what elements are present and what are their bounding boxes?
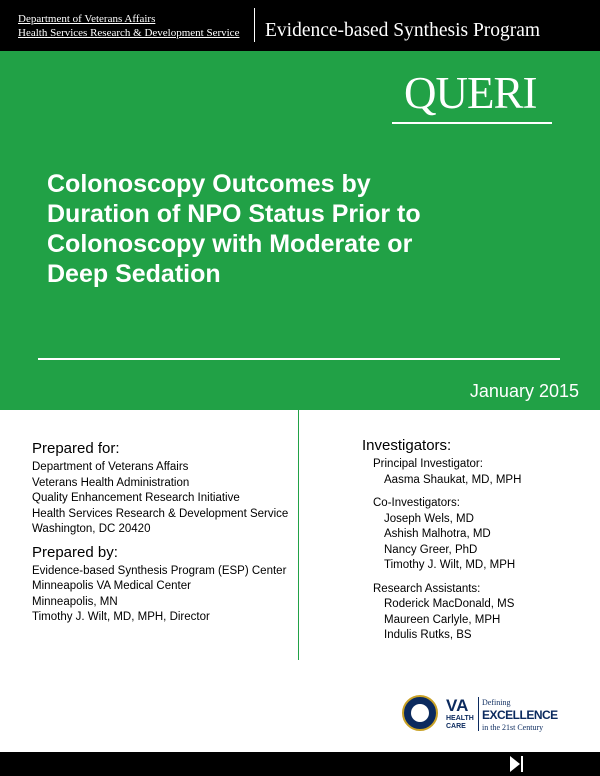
prepared-by-line: Evidence-based Synthesis Program (ESP) Center	[32, 564, 287, 577]
prepared-for-line: Department of Veterans Affairs	[32, 461, 189, 473]
prepared-for-line: Washington, DC 20420	[32, 523, 151, 535]
queri-underline	[392, 122, 552, 124]
research-assistants-label: Research Assistants:	[373, 582, 481, 595]
va-healthcare-logo	[402, 695, 557, 737]
co-investigator-name: Timothy J. Wilt, MD, MPH	[384, 559, 516, 571]
next-page-icon-bar	[521, 756, 523, 772]
prepared-for-line: Quality Enhancement Research Initiative	[32, 492, 240, 504]
prepared-for-heading: Prepared for:	[32, 440, 120, 457]
prepared-by-line: Timothy J. Wilt, MD, MPH, Director	[32, 611, 210, 623]
prepared-by-line: Minneapolis VA Medical Center	[32, 580, 191, 592]
care-text: CARE	[446, 723, 466, 730]
tagline-excellence: EXCELLENCE	[482, 708, 558, 722]
column-divider	[298, 410, 299, 660]
investigators-heading: Investigators:	[362, 437, 452, 454]
research-assistant-name: Indulis Rutks, BS	[384, 629, 472, 641]
report-title: Colonoscopy Outcomes by Duration of NPO Status Prior to Colonoscopy with Moderate or Deep Sedation	[47, 170, 421, 288]
co-investigators-label: Co-Investigators:	[373, 497, 460, 509]
tagline-century: in the 21st Century	[482, 723, 544, 732]
report-date: January 2015	[469, 381, 579, 401]
health-care-text	[446, 715, 474, 731]
prepared-for-line: Health Services Research & Development Service	[32, 507, 289, 520]
principal-name: Aasma Shaukat, MD, MPH	[384, 473, 522, 486]
title-rule	[38, 358, 560, 360]
health-text: HEALTH	[446, 715, 474, 722]
dept-line-2: Health Services Research & Development Service	[18, 27, 240, 39]
top-bar	[0, 0, 600, 51]
co-investigator-name: Nancy Greer, PhD	[384, 543, 478, 556]
tagline-defining: Defining	[482, 698, 511, 707]
queri-logo: QUERI	[404, 68, 537, 118]
left-column	[32, 440, 288, 626]
prepared-by-line: Minneapolis, MN	[32, 595, 118, 608]
co-investigator-name: Ashish Malhotra, MD	[384, 528, 491, 540]
co-investigator-name: Joseph Wels, MD	[384, 512, 474, 525]
research-assistant-name: Roderick MacDonald, MS	[384, 598, 515, 610]
va-text: VA	[446, 696, 469, 715]
header-divider	[254, 8, 255, 42]
program-name: Evidence-based Synthesis Program	[265, 20, 541, 41]
right-column	[362, 437, 521, 644]
va-seal-icon	[402, 695, 438, 731]
next-page-icon[interactable]	[510, 756, 520, 772]
prepared-for-line: Veterans Health Administration	[32, 476, 190, 489]
department-name	[18, 12, 239, 40]
dept-line-1: Department of Veterans Affairs	[18, 13, 156, 25]
logo-divider	[478, 697, 479, 731]
research-assistant-name: Maureen Carlyle, MPH	[384, 613, 501, 626]
principal-label: Principal Investigator:	[373, 458, 483, 470]
prepared-by-heading: Prepared by:	[32, 543, 118, 561]
